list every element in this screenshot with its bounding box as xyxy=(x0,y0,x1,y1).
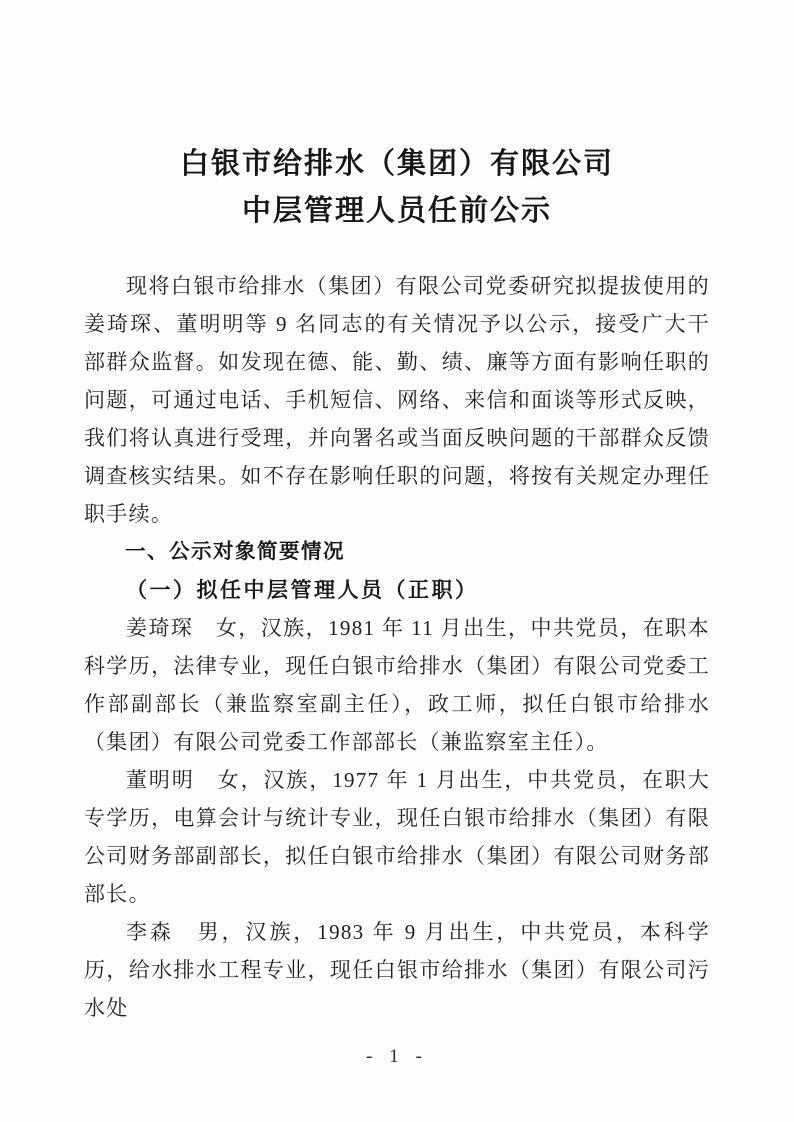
profile-paragraph-li-sen: 李森 男，汉族，1983 年 9 月出生，中共党员，本科学历，给水排水工程专业，现任白银市给排水（集团）有限公司污水处 xyxy=(84,920,710,1020)
profile-paragraph-dong-mingming: 董明明 女，汉族，1977 年 1 月出生，中共党员，在职大专学历，电算会计与统计专业，现任白银市给排水（集团）有限公司财务部副部长，拟任白银市给排水（集团）有限公司财务部部长。 xyxy=(84,768,710,906)
profile-paragraph-jiang-qichen: 姜琦琛 女，汉族，1981 年 11 月出生，中共党员，在职本科学历，法律专业，现任白银市给排水（集团）有限公司党委工作部副部长（兼监察室副主任），政工师，拟任白银市给排水（集团）有限公司党委工作部部长（兼监察室主任）。 xyxy=(84,616,710,754)
subsection-heading: （一）拟任中层管理人员（正职） xyxy=(126,578,479,602)
document-title-line-1: 白银市给排水（集团）有限公司 xyxy=(179,148,614,180)
page-number: - 1 - xyxy=(366,1046,428,1067)
document-title-line-2: 中层管理人员任前公示 xyxy=(241,195,552,227)
intro-paragraph: 现将白银市给排水（集团）有限公司党委研究拟提拔使用的姜琦琛、董明明等 9 名同志的有关情况予以公示，接受广大干部群众监督。如发现在德、能、勤、绩、廉等方面有影响任职的问题，可通过电话、手机短信、网络、来信和面谈等形式反映，我们将认真进行受理，并向署名或当面反映问题的干部群众反馈调查核实结果。如不存在影响任职的问题，将按有关规定办理任职手续。 xyxy=(84,274,710,526)
document-title xyxy=(84,141,710,235)
section-heading: 一、公示对象简要情况 xyxy=(125,540,345,563)
